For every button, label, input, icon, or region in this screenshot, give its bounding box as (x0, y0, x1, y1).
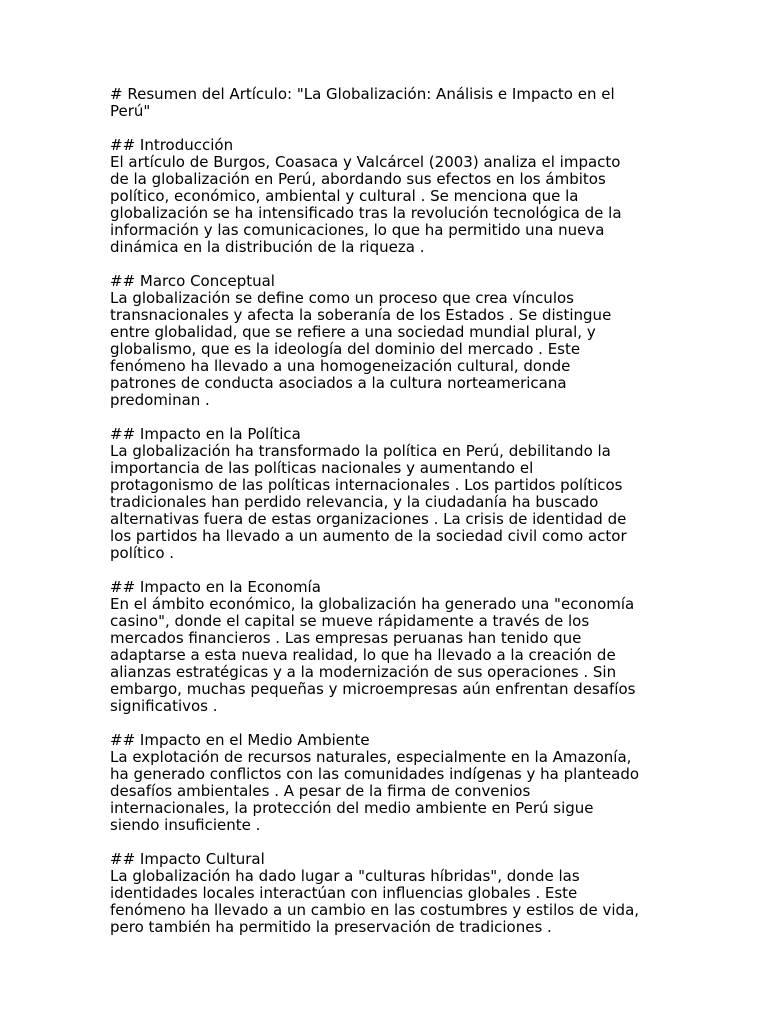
section-heading: ## Impacto Cultural (110, 850, 265, 868)
document-title: # Resumen del Artículo: "La Globalización: Análisis e Impacto en el Perú" (110, 85, 615, 120)
section-body: En el ámbito económico, la globalización ha generado una "economía casino", donde el capital se mueve rápidamente a través de los mercados financieros . Las empresas peruanas han tenido que adaptarse a esta nueva realidad, lo que ha llevado a la creación de alianzas estratégicas y a la modernización de sus operaciones . Sin embargo, muchas pequeñas y microempresas aún enfrentan desafíos significativos . (110, 595, 636, 715)
section-heading: ## Impacto en la Política (110, 425, 301, 443)
section-marco-conceptual (110, 273, 670, 409)
section-impacto-medio-ambiente (110, 732, 670, 834)
section-impacto-economia (110, 579, 670, 715)
section-body: La globalización ha dado lugar a "culturas híbridas", donde las identidades locales interactúan con influencias globales . Este fenómeno ha llevado a un cambio en las costumbres y estilos de vida, pero también ha permitido la preservación de tradiciones . (110, 867, 640, 936)
section-body: El artículo de Burgos, Coasaca y Valcárcel (2003) analiza el impacto de la globalización en Perú, abordando sus efectos en los ámbitos político, económico, ambiental y cultural . Se menciona que la globalización se ha intensificado tras la revolución tecnológica de la información y las comunicaciones, lo que ha permitido una nueva dinámica en la distribución de la riqueza . (110, 153, 622, 256)
section-body: La globalización se define como un proceso que crea vínculos transnacionales y afecta la soberanía de los Estados . Se distingue entre globalidad, que se refiere a una sociedad mundial plural, y globalismo, que es la ideología del dominio del mercado . Este fenómeno ha llevado a una homogeneización cultural, donde patrones de conducta asociados a la cultura norteamericana predominan . (110, 289, 612, 409)
section-heading: ## Marco Conceptual (110, 272, 275, 290)
document-content (110, 86, 670, 936)
section-heading: ## Impacto en la Economía (110, 578, 321, 596)
section-heading: ## Introducción (110, 136, 234, 154)
section-impacto-cultural (110, 851, 670, 936)
section-introduccion (110, 137, 670, 256)
section-impacto-politica (110, 426, 670, 562)
section-body: La globalización ha transformado la política en Perú, debilitando la importancia de las políticas nacionales y aumentando el protagonismo de las políticas internacionales . Los partidos políticos tradicionales han perdido relevancia, y la ciudadanía ha buscado alternativas fuera de estas organizaciones . La crisis de identidad de los partidos ha llevado a un aumento de la sociedad civil como actor político . (110, 442, 627, 562)
section-heading: ## Impacto en el Medio Ambiente (110, 731, 370, 749)
section-body: La explotación de recursos naturales, especialmente en la Amazonía, ha generado conflictos con las comunidades indígenas y ha planteado desafíos ambientales . A pesar de la firma de convenios internacionales, la protección del medio ambiente en Perú sigue siendo insuficiente . (110, 748, 640, 834)
